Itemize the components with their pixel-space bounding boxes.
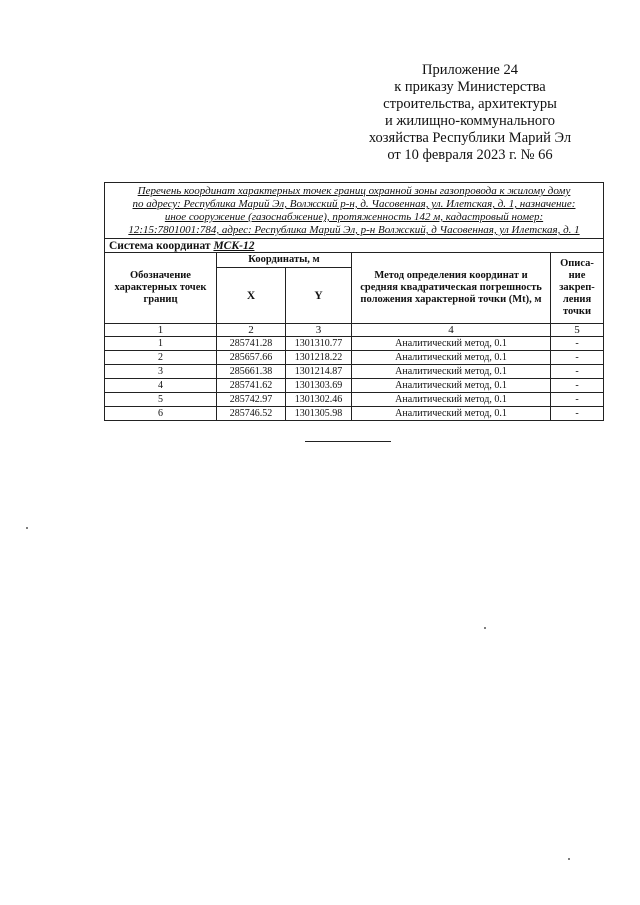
coord-x: 285657.66 (217, 351, 286, 365)
coord-y: 1301310.77 (286, 337, 352, 351)
coordinates-table (104, 182, 604, 421)
appendix-block (360, 62, 580, 164)
appendix-line: строительства, архитектуры (383, 96, 557, 112)
point-number: 6 (105, 407, 217, 421)
coord-y: 1301218.22 (286, 351, 352, 365)
column-index: 2 (217, 324, 286, 337)
table-title-line: по адресу: Республика Марий Эл, Волжский р-н, д. Часовенная, ул. Илетская, д. 1, назначение: (132, 198, 576, 210)
coord-y: 1301302.46 (286, 393, 352, 407)
table-row (105, 407, 604, 421)
point-description: - (551, 351, 604, 365)
table-title-line: иное сооружение (газоснабжение), протяженность 142 м, кадастровый номер: (164, 211, 544, 223)
column-index-row (105, 324, 604, 337)
point-number: 5 (105, 393, 217, 407)
table-title-line: 12:15:7801001:784, адрес: Республика Марий Эл, р-н Волжский, д Часовенная, ул Илетская, д. 1 (128, 224, 580, 236)
method: Аналитический метод, 0.1 (352, 407, 551, 421)
table-row (105, 393, 604, 407)
scan-speck (484, 627, 486, 629)
coord-y: 1301214.87 (286, 365, 352, 379)
point-description: - (551, 407, 604, 421)
header-y: Y (286, 268, 352, 324)
point-number: 3 (105, 365, 217, 379)
table-row (105, 379, 604, 393)
method: Аналитический метод, 0.1 (352, 393, 551, 407)
method: Аналитический метод, 0.1 (352, 365, 551, 379)
coord-x: 285741.62 (217, 379, 286, 393)
column-index: 1 (105, 324, 217, 337)
header-x: X (217, 268, 286, 324)
table-row (105, 351, 604, 365)
table-row (105, 337, 604, 351)
column-index: 5 (551, 324, 604, 337)
point-description: - (551, 379, 604, 393)
header-method: Метод определения координат и средняя квадратическая погрешность положения характерной точки (Mt), м (352, 253, 551, 324)
point-description: - (551, 393, 604, 407)
column-index: 3 (286, 324, 352, 337)
coordinate-system-value: МСК-12 (213, 239, 255, 252)
method: Аналитический метод, 0.1 (352, 337, 551, 351)
coord-y: 1301303.69 (286, 379, 352, 393)
method: Аналитический метод, 0.1 (352, 351, 551, 365)
point-number: 4 (105, 379, 217, 393)
appendix-line: к приказу Министерства (394, 79, 546, 95)
point-description: - (551, 365, 604, 379)
appendix-line: хозяйства Республики Марий Эл (368, 130, 572, 146)
coordinate-system-row (105, 239, 604, 253)
coord-x: 285661.38 (217, 365, 286, 379)
coord-x: 285741.28 (217, 337, 286, 351)
method: Аналитический метод, 0.1 (352, 379, 551, 393)
scan-speck (568, 858, 570, 860)
appendix-line: Приложение 24 (422, 62, 518, 78)
coord-x: 285746.52 (217, 407, 286, 421)
separator-line (305, 441, 391, 442)
table-title (105, 183, 604, 239)
header-coordinates: Координаты, м (217, 253, 352, 268)
coord-x: 285742.97 (217, 393, 286, 407)
point-description: - (551, 337, 604, 351)
appendix-line: и жилищно-коммунального (384, 113, 556, 129)
table-row (105, 365, 604, 379)
header-description: Описа-ние закреп-ления точки (551, 253, 604, 324)
coord-y: 1301305.98 (286, 407, 352, 421)
scan-speck (26, 527, 28, 529)
header-point: Обозначение характерных точек границ (105, 253, 217, 324)
column-index: 4 (352, 324, 551, 337)
appendix-line: от 10 февраля 2023 г. № 66 (387, 147, 553, 163)
table-title-line: Перечень координат характерных точек границ охранной зоны газопровода к жилому дому (137, 185, 571, 197)
point-number: 2 (105, 351, 217, 365)
point-number: 1 (105, 337, 217, 351)
coordinate-system-label: Система координат (109, 239, 211, 252)
